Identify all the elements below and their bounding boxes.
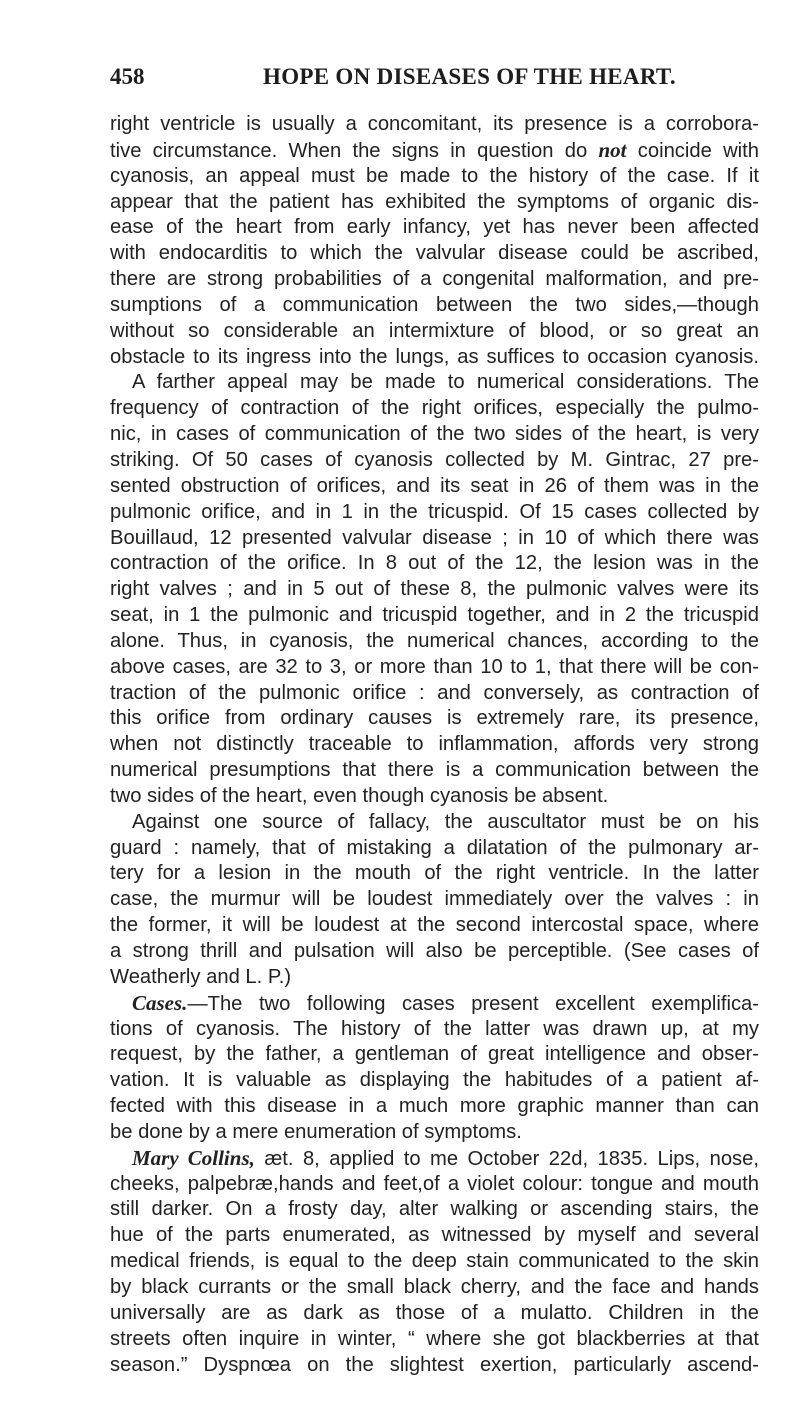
text-line: Cases.—The two following cases present excellent exemplifica- (132, 990, 759, 1015)
text-line: appear that the patient has exhibited the symptoms of organic dis- (110, 190, 759, 213)
text-line: right valves ; and in 5 out of these 8, the pulmonic valves were its (110, 578, 759, 601)
text-line: fected with this disease in a much more graphic manner than can (110, 1095, 759, 1118)
text-line: without so considerable an intermixture of blood, or so great an (110, 319, 759, 342)
text-line: traction of the pulmonic orifice : and conversely, as contraction of (110, 681, 759, 704)
body-text (110, 112, 759, 1378)
text-line: by black currants or the small black cherry, and the face and hands (110, 1275, 759, 1298)
text-line: right ventricle is usually a concomitant, its presence is a corrobora- (110, 113, 759, 135)
text-line: A farther appeal may be made to numerical considerations. The (132, 371, 759, 394)
text-line: Against one source of fallacy, the auscultator must be on his (132, 810, 759, 833)
text-line: request, by the father, a gentleman of great intelligence and obser- (110, 1043, 759, 1066)
text-line: universally are as dark as those of a mulatto. Children in the (110, 1301, 759, 1324)
text-line: be done by a mere enumeration of symptoms. (110, 1120, 522, 1143)
text-line: the former, it will be loudest at the second intercostal space, where (110, 914, 759, 937)
text-line: sented obstruction of orifices, and its seat in 26 of them was in the (110, 474, 759, 497)
running-title: HOPE ON DISEASES OF THE HEART. (263, 64, 676, 89)
text-line: vation. It is valuable as displaying the habitudes of a patient af- (110, 1069, 759, 1092)
text-line: contraction of the orifice. In 8 out of the 12, the lesion was in the (110, 552, 759, 575)
text-line: there are strong probabilities of a congenital malformation, and pre- (110, 268, 759, 291)
text-line: guard : namely, that of mistaking a dilatation of the pulmonary ar- (110, 836, 759, 859)
text-line: medical friends, is equal to the deep stain communicated to the skin (110, 1250, 759, 1273)
text-line: case, the murmur will be loudest immediately over the valves : in (110, 888, 759, 911)
emphasis: Cases. (132, 990, 188, 1015)
text-line: tive circumstance. When the signs in question do not coincide with (110, 137, 759, 162)
text-line: with endocarditis to which the valvular disease could be ascribed, (110, 242, 759, 265)
page-number: 458 (110, 64, 145, 89)
text-line: this orifice from ordinary causes is extremely rare, its presence, (110, 707, 759, 730)
text-line: tery for a lesion in the mouth of the right ventricle. In the latter (110, 862, 759, 885)
emphasis: Mary Collins, (132, 1145, 255, 1170)
text-line: cyanosis, an appeal must be made to the history of the case. If it (110, 164, 759, 187)
text-line: sumptions of a communication between the two sides,—though (110, 293, 759, 316)
text-line: nic, in cases of communication of the two sides of the heart, is very (110, 423, 759, 446)
text-line: numerical presumptions that there is a communication between the (110, 759, 759, 782)
text-line: obstacle to its ingress into the lungs, as suffices to occasion cyanosis. (110, 345, 759, 368)
text-line: pulmonic orifice, and in 1 in the tricuspid. Of 15 cases collected by (110, 500, 759, 523)
running-head (110, 64, 760, 94)
text-line: still darker. On a frosty day, alter walking or ascending stairs, the (110, 1198, 759, 1221)
emphasis: not (598, 137, 627, 162)
text-line: Weatherly and L. P.) (110, 965, 292, 988)
text-line: hue of the parts enumerated, as witnessed by myself and several (110, 1224, 759, 1247)
text-line: alone. Thus, in cyanosis, the numerical chances, according to the (110, 629, 759, 652)
text-line: Mary Collins, æt. 8, applied to me October 22d, 1835. Lips, nose, (132, 1145, 759, 1170)
text-line: ease of the heart from early infancy, yet has never been affected (110, 216, 759, 239)
text-line: above cases, are 32 to 3, or more than 10 to 1, that there will be con- (110, 655, 759, 678)
text-line: seat, in 1 the pulmonic and tricuspid together, and in 2 the tricuspid (110, 604, 759, 627)
text-line: a strong thrill and pulsation will also be perceptible. (See cases of (110, 940, 759, 962)
text-line: streets often inquire in winter, “ where she got blackberries at that (110, 1327, 759, 1350)
text-line: tions of cyanosis. The history of the latter was drawn up, at my (110, 1017, 759, 1040)
text-line: Bouillaud, 12 presented valvular disease ; in 10 of which there was (110, 526, 759, 549)
text-line: two sides of the heart, even though cyanosis be absent. (110, 784, 609, 807)
text-line: frequency of contraction of the right orifices, especially the pulmo- (110, 397, 759, 420)
text-line: when not distinctly traceable to inflammation, affords very strong (110, 733, 759, 756)
text-line: striking. Of 50 cases of cyanosis collected by M. Gintrac, 27 pre- (110, 448, 759, 471)
text-line: season.” Dyspnœa on the slightest exertion, particularly ascend- (110, 1353, 759, 1376)
text-line: cheeks, palpebræ,hands and feet,of a violet colour: tongue and mouth (110, 1172, 759, 1195)
